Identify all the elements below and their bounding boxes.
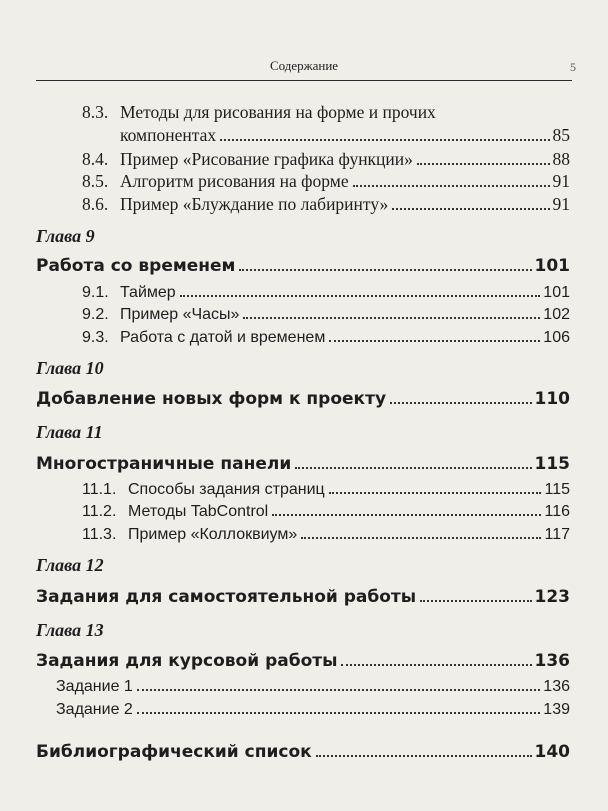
toc-chapter-13[interactable]: [36, 650, 570, 672]
toc-text: Пример «Рисование графика функции»: [120, 149, 413, 169]
toc-entry-8-4[interactable]: [82, 148, 570, 170]
chapter-label: Глава 9: [36, 226, 95, 246]
chapter-title: Многостраничные панели: [36, 454, 292, 474]
bibliography-title: Библиографический список: [36, 742, 312, 762]
toc-entry-task-2[interactable]: [56, 699, 570, 721]
toc-text: Пример «Блуждание по лабиринту»: [120, 194, 389, 214]
toc-entry-8-6[interactable]: [82, 193, 570, 215]
leader-dots: [316, 755, 532, 757]
toc-page: 91: [552, 171, 570, 191]
toc-text: Таймер: [120, 284, 176, 301]
toc-chapter-9[interactable]: [36, 255, 570, 277]
toc-page: 88: [552, 149, 570, 169]
toc-page: 110: [534, 389, 570, 409]
toc-entry-9-2[interactable]: [82, 304, 570, 326]
chapter-label: Глава 11: [36, 422, 103, 442]
toc-bibliography[interactable]: [36, 741, 570, 763]
toc-page: 136: [534, 651, 570, 671]
running-head: [36, 56, 576, 81]
chapter-title: Задания для курсовой работы: [36, 651, 338, 671]
toc-entry-11-2[interactable]: [82, 501, 570, 523]
toc-num: 9.3.: [82, 329, 109, 346]
toc-page: 101: [534, 256, 570, 276]
toc-entry-8-5[interactable]: [82, 170, 570, 192]
toc-text: Алгоритм рисования на форме: [120, 171, 349, 191]
toc-text: Задание 1: [56, 678, 133, 695]
toc-page: 136: [543, 678, 570, 695]
toc-page: 115: [534, 454, 570, 474]
leader-dots: [137, 689, 540, 691]
toc-chapter-11[interactable]: [36, 453, 570, 475]
toc-num: 11.3.: [82, 526, 117, 543]
toc-page: 85: [552, 125, 570, 145]
toc-page: 117: [544, 526, 570, 543]
toc-entry-11-3[interactable]: [82, 524, 570, 546]
toc-page: 123: [534, 587, 570, 607]
toc-num: 9.2.: [82, 306, 109, 323]
leader-dots: [341, 664, 531, 666]
toc-entry-task-1[interactable]: [56, 676, 570, 698]
toc-num: 11.1.: [82, 481, 117, 498]
toc-page: 102: [543, 306, 570, 323]
toc-entry-9-1[interactable]: [82, 282, 570, 304]
toc-num: 9.1.: [82, 284, 109, 301]
chapter-title: Добавление новых форм к проекту: [36, 389, 387, 409]
running-title: Содержание: [269, 58, 339, 73]
leader-dots: [329, 492, 542, 494]
toc-text: Задание 2: [56, 701, 133, 718]
leader-dots: [220, 139, 549, 141]
toc-page: 116: [544, 503, 570, 520]
toc-num: 8.4.: [82, 149, 109, 169]
toc-num: 8.3.: [82, 102, 109, 122]
toc-num: 8.6.: [82, 194, 109, 214]
leader-dots: [329, 340, 540, 342]
page-number: 5: [570, 60, 576, 74]
chapter-title: Задания для самостоятельной работы: [36, 587, 417, 607]
toc-text: Пример «Часы»: [120, 306, 240, 323]
leader-dots: [295, 467, 531, 469]
toc-num: 11.2.: [82, 503, 117, 520]
chapter-label: Глава 13: [36, 620, 104, 640]
leader-dots: [420, 600, 531, 602]
toc-text: компонентах: [120, 125, 217, 145]
toc-entry-9-3[interactable]: [82, 327, 570, 349]
toc-text: Методы TabControl: [128, 503, 269, 520]
leader-dots: [301, 537, 541, 539]
toc-text: Пример «Коллоквиум»: [128, 526, 298, 543]
toc-text: Способы задания страниц: [128, 481, 325, 498]
leader-dots: [272, 514, 541, 516]
leader-dots: [353, 185, 550, 187]
toc-chapter-10[interactable]: [36, 388, 570, 410]
toc-page: 91: [552, 194, 570, 214]
chapter-label: Глава 10: [36, 358, 104, 378]
leader-dots: [417, 163, 550, 165]
toc-page: 140: [534, 742, 570, 762]
leader-dots: [390, 402, 531, 404]
toc-entry-11-1[interactable]: [82, 479, 570, 501]
toc-chapter-12[interactable]: [36, 586, 570, 608]
toc-text: Работа с датой и временем: [120, 329, 326, 346]
toc-entry-8-3[interactable]: [120, 124, 570, 146]
toc-text-line1: Методы для рисования на форме и прочих: [120, 102, 436, 122]
leader-dots: [239, 269, 531, 271]
leader-dots: [137, 712, 540, 714]
leader-dots: [180, 295, 541, 297]
toc-page: 139: [543, 701, 570, 718]
toc-num: 8.5.: [82, 171, 109, 191]
chapter-title: Работа со временем: [36, 256, 236, 276]
chapter-label: Глава 12: [36, 555, 104, 575]
toc-page: 106: [543, 329, 570, 346]
leader-dots: [243, 317, 540, 319]
toc-page: 101: [543, 284, 570, 301]
leader-dots: [392, 208, 549, 210]
toc-page: 115: [544, 481, 570, 498]
